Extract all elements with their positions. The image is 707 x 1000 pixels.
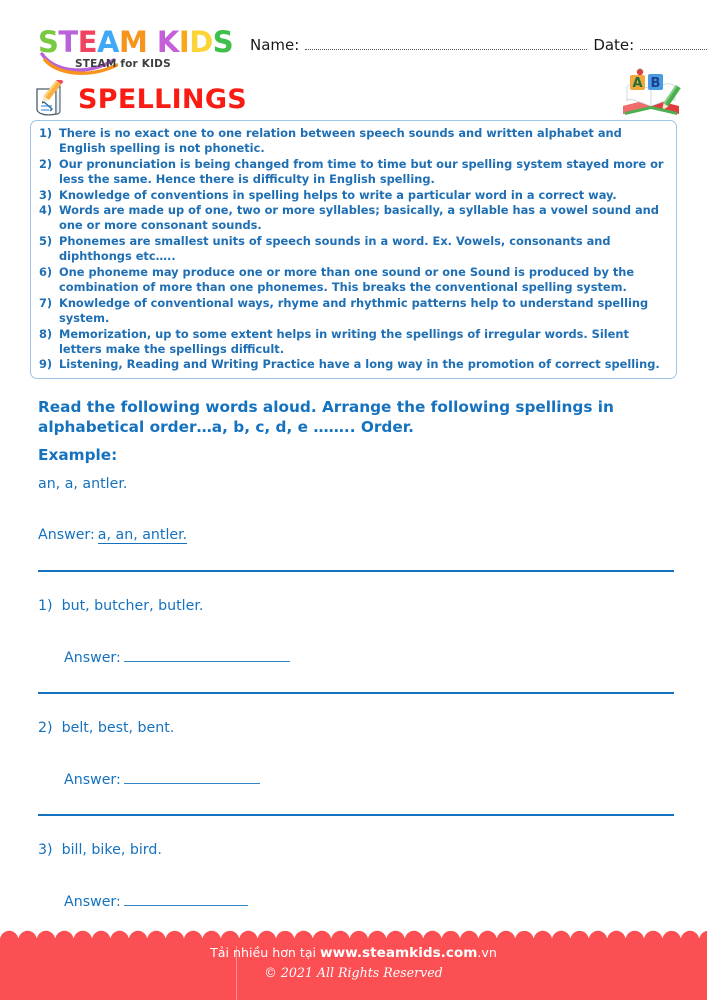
example-words: an, a, antler. [38, 476, 128, 492]
footer-prefix: Tải nhiều hơn tại [210, 945, 321, 960]
name-date-row [250, 36, 690, 62]
gap [38, 493, 674, 527]
spelling-fact-item [37, 157, 668, 187]
page-header [0, 0, 707, 120]
spelling-fact-text: Words are made up of one, two or more syllables; basically, a syllable has a vowel sound and one or more consonant sounds. [59, 203, 659, 233]
gap [38, 859, 674, 893]
svg-text:B: B [650, 76, 661, 91]
answer-blank-input[interactable] [124, 649, 290, 662]
answer-label: Answer: [64, 650, 121, 667]
answer-label: Answer: [64, 894, 121, 911]
gap [38, 615, 674, 649]
answer-row [64, 893, 674, 910]
date-input[interactable] [640, 38, 707, 50]
example-label: Example: [38, 446, 118, 465]
steam-kids-logo [38, 25, 234, 80]
logo-letter-1: T [58, 25, 78, 59]
gap [38, 694, 674, 720]
spelling-fact-text: Knowledge of conventions in spelling helps to write a particular word in a correct way. [59, 187, 617, 202]
logo-letter-8: D [189, 25, 213, 59]
logo-letter-6: K [156, 25, 179, 59]
abc-book-blocks-icon [617, 68, 685, 120]
logo-letter-0: S [38, 25, 59, 59]
gap [38, 544, 674, 570]
gap [38, 572, 674, 598]
spelling-fact-item [37, 327, 668, 357]
gap [38, 666, 674, 692]
logo-letter-9: S [212, 25, 234, 59]
footer-site-line [0, 944, 707, 964]
spelling-fact-text: Phonemes are smallest units of speech sounds in a word. Ex. Vowels, consonants and diphthongs etc….. [59, 234, 611, 264]
logo-letter-2: E [77, 25, 97, 59]
answer-row [64, 649, 674, 666]
question-prompt: 1) but, butcher, butler. [38, 598, 204, 615]
instructions-block [38, 398, 674, 466]
logo-letter-5 [147, 28, 157, 57]
answer-blank-input[interactable] [124, 893, 248, 906]
gap [38, 816, 674, 842]
logo-letter-4: M [118, 25, 148, 59]
spelling-fact-number: 4) [39, 203, 53, 218]
footer-content [0, 944, 707, 983]
spelling-fact-number: 7) [39, 295, 53, 310]
spelling-fact-item [37, 296, 668, 326]
footer-site[interactable]: www.steamkids.com [320, 945, 478, 961]
spelling-fact-number: 1) [39, 126, 53, 140]
spelling-fact-item [37, 203, 668, 233]
instructions-text: Read the following words aloud. Arrange the following spellings in alphabetical order…a, b, c, d, e …….. Order. [38, 398, 614, 436]
spelling-fact-number: 6) [39, 264, 53, 279]
question-prompt: 2) belt, best, bent. [38, 720, 175, 737]
page-title: SPELLINGS [78, 83, 248, 115]
logo-letter-7: I [178, 25, 190, 59]
spelling-fact-item [37, 234, 668, 264]
spelling-fact-number: 3) [39, 187, 53, 202]
spelling-fact-item [37, 265, 668, 295]
spelling-fact-item [37, 357, 668, 372]
example-answer-row [38, 527, 674, 544]
svg-text:A: A [632, 76, 643, 91]
spelling-fact-number: 8) [39, 326, 53, 341]
name-label: Name: [250, 36, 300, 54]
spelling-fact-text: Knowledge of conventional ways, rhyme and rhythmic patterns help to understand spelling system. [59, 295, 649, 325]
name-input[interactable] [305, 38, 587, 50]
logo-letter-3: A [97, 25, 119, 59]
example-answer-label: Answer: [38, 527, 95, 544]
footer-suffix: .vn [477, 945, 497, 960]
answer-label: Answer: [64, 772, 121, 789]
spelling-fact-text: One phoneme may produce one or more than one sound or one Sound is produced by the combination of more than one phonemes. This breaks the conventional spelling system. [59, 264, 635, 295]
pencil-writing-paper-icon [30, 80, 70, 118]
answer-blank-input[interactable] [124, 771, 260, 784]
spelling-fact-number: 9) [39, 357, 53, 372]
date-label: Date: [593, 36, 635, 54]
example-answer-value: a, an, antler. [97, 527, 188, 544]
questions-area [38, 476, 674, 910]
spelling-fact-number: 5) [39, 234, 53, 249]
logo-wordmark [38, 25, 234, 59]
gap [38, 737, 674, 771]
spelling-facts-box [30, 120, 677, 379]
footer-copyright: © 2021 All Rights Reserved [264, 964, 443, 980]
question-prompt: 3) bill, bike, bird. [38, 842, 162, 859]
spelling-fact-text: Our pronunciation is being changed from time to time but our spelling system stayed more or less the same. Hence there is difficulty in English spelling. [59, 156, 664, 186]
gap [38, 788, 674, 814]
spelling-fact-number: 2) [39, 156, 53, 171]
page-footer [0, 938, 707, 1000]
spelling-fact-text: There is no exact one to one relation between speech sounds and written alphabet and English spelling is not phonetic. [59, 126, 622, 156]
logo-tagline: STEAM for KIDS [75, 58, 171, 70]
spelling-fact-text: Listening, Reading and Writing Practice have a long way in the promotion of correct spelling. [59, 357, 660, 372]
title-row [30, 80, 247, 118]
spelling-fact-item [37, 188, 668, 203]
spelling-fact-item [37, 126, 668, 156]
answer-row [64, 771, 674, 788]
spelling-fact-text: Memorization, up to some extent helps in writing the spellings of irregular words. Silent letters make the spellings difficult. [59, 326, 629, 356]
